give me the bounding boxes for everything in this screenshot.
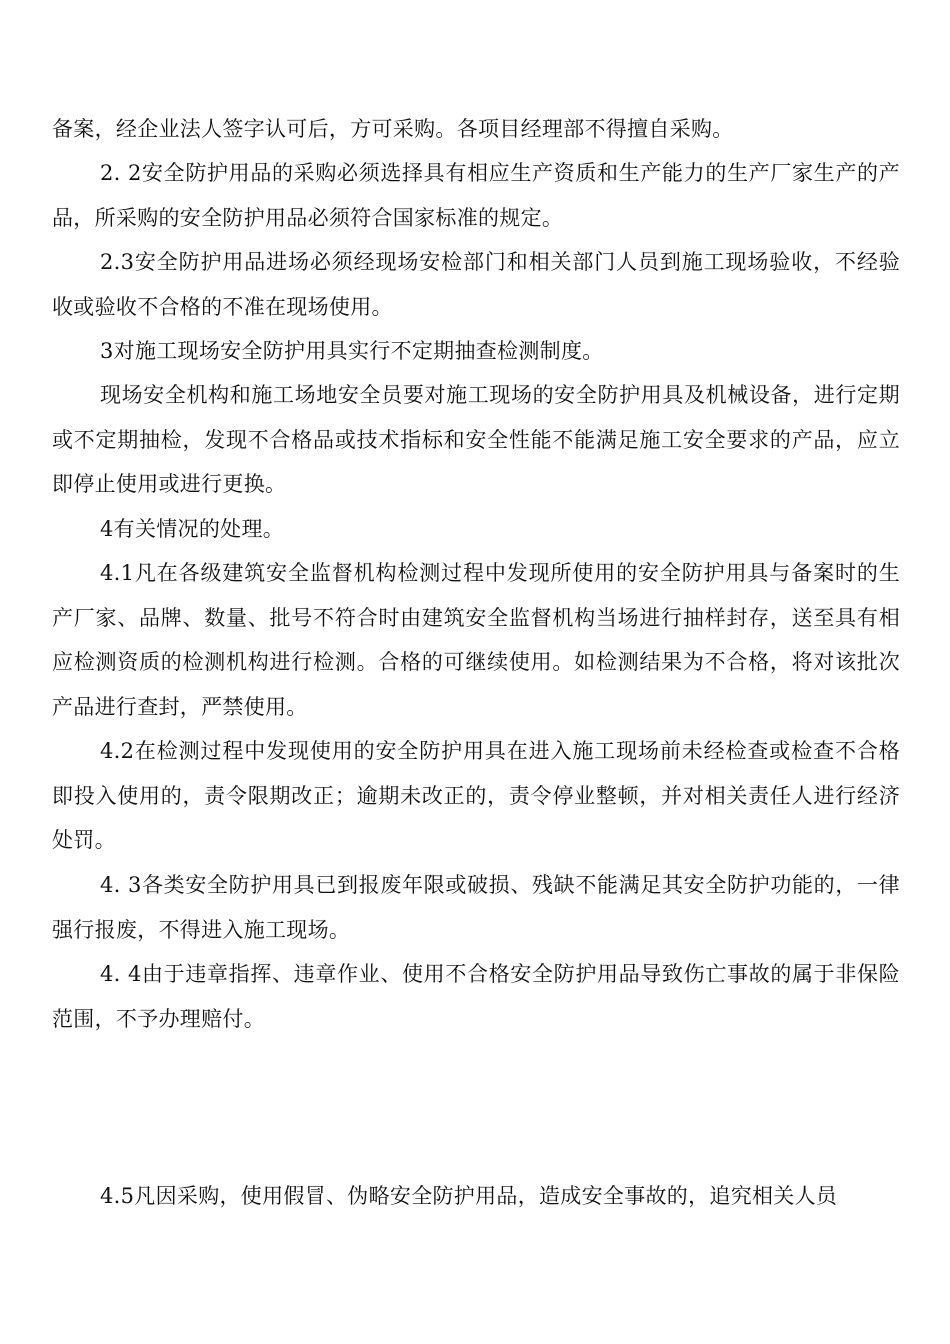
paragraph-6: 4有关情况的处理。 (100, 517, 285, 541)
paragraph-9: 4. 3各类安全防护用具已到报废年限或破损、残缺不能满足其安全防护功能的，一律强行报废，不得进入施工现场。 (52, 873, 900, 942)
paragraph-10: 4. 4由于违章指挥、违章作业、使用不合格安全防护用品导致伤亡事故的属于非保险范围，不予办理赔付。 (52, 962, 900, 1031)
paragraph-8: 4.2在检测过程中发现使用的安全防护用具在进入施工现场前未经检查或检查不合格即投入使用的，责令限期改正；逾期未改正的，责令停业整顿，并对相关责任人进行经济处罚。 (52, 739, 900, 852)
paragraph-5: 现场安全机构和施工场地安全员要对施工现场的安全防护用具及机械设备，进行定期或不定期抽检，发现不合格品或技术指标和安全性能不能满足施工安全要求的产品，应立即停止使用或进行更换。 (52, 383, 900, 496)
paragraph-4: 3对施工现场安全防护用具实行不定期抽查检测制度。 (100, 339, 604, 363)
paragraph-1: 备案，经企业法人签字认可后，方可采购。各项目经理部不得擅自采购。 (52, 117, 734, 141)
paragraph-11: 4.5凡因采购，使用假冒、伪略安全防护用品，造成安全事故的，追究相关人员 (100, 1184, 838, 1208)
paragraph-3: 2.3安全防护用品进场必须经现场安检部门和相关部门人员到施工现场验收，不经验收或验收不合格的不准在现场使用。 (52, 250, 900, 319)
paragraph-2: 2. 2安全防护用品的采购必须选择具有相应生产资质和生产能力的生产厂家生产的产品，所采购的安全防护用品必须符合国家标准的规定。 (52, 161, 900, 230)
paragraph-7: 4.1凡在各级建筑安全监督机构检测过程中发现所使用的安全防护用具与备案时的生产厂家、品牌、数量、批号不符合时由建筑安全监督机构当场进行抽样封存，送至具有相应检测资质的检测机构进行检测。合格的可继续使用。如检测结果为不合格，将对该批次产品进行查封，严禁使用。 (52, 561, 900, 719)
